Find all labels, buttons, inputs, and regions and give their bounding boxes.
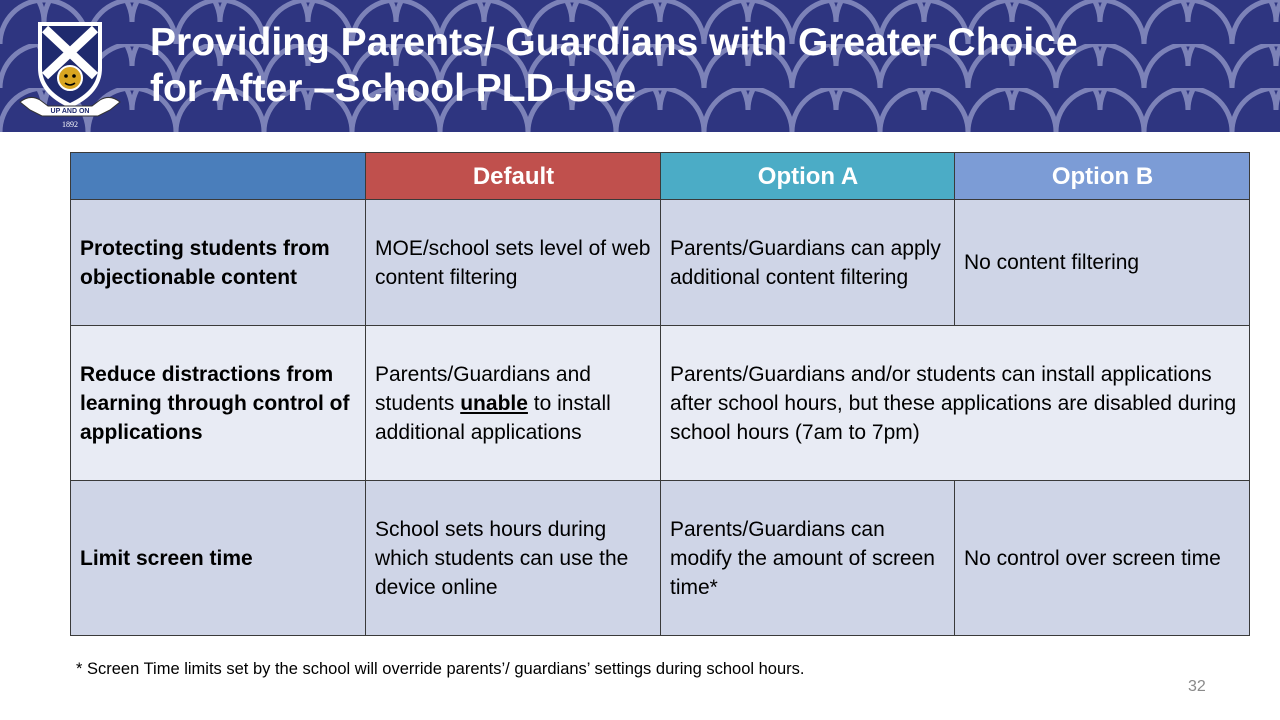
- row-label: Limit screen time: [71, 481, 366, 636]
- title-banner: [0, 0, 1280, 132]
- page-number: 32: [1188, 678, 1206, 695]
- school-crest-icon: [18, 16, 122, 130]
- crest-motto: UP AND ON: [50, 108, 90, 115]
- table-row: [71, 326, 1250, 481]
- page-title: [150, 20, 1260, 112]
- header-cell-option-a: Option A: [661, 153, 955, 200]
- cell-option-b: No control over screen time: [955, 481, 1250, 636]
- header-cell-option-b: Option B: [955, 153, 1250, 200]
- cell-option-a: Parents/Guardians can modify the amount of screen time*: [661, 481, 955, 636]
- comparison-table: [70, 152, 1250, 636]
- cell-option-a: Parents/Guardians can apply additional content filtering: [661, 200, 955, 326]
- cell-option-b: No content filtering: [955, 200, 1250, 326]
- crest-year: 1892: [62, 120, 78, 129]
- cell-default-text-pre: Parents/Guardians and students: [375, 362, 591, 415]
- footnote: * Screen Time limits set by the school will override parents’/ guardians’ settings during school hours.: [76, 660, 805, 678]
- header-cell-empty: [71, 153, 366, 200]
- cell-default: [366, 326, 661, 481]
- title-line-2: for After –School PLD Use: [150, 67, 637, 110]
- cell-default-text-post: to install additional applications: [375, 391, 611, 444]
- cell-option-a-b-merged: Parents/Guardians and/or students can install applications after school hours, but these applications are disabled during school hours (7am to 7pm): [661, 326, 1250, 481]
- cell-default: MOE/school sets level of web content filtering: [366, 200, 661, 326]
- cell-default: School sets hours during which students can use the device online: [366, 481, 661, 636]
- cell-default-emphasis: unable: [460, 391, 528, 415]
- title-line-1: Providing Parents/ Guardians with Greater Choice: [150, 21, 1078, 64]
- table-row: [71, 200, 1250, 326]
- table-row: [71, 481, 1250, 636]
- row-label: Reduce distractions from learning through control of applications: [71, 326, 366, 481]
- table-header-row: [71, 153, 1250, 200]
- row-label: Protecting students from objectionable content: [71, 200, 366, 326]
- header-cell-default: Default: [366, 153, 661, 200]
